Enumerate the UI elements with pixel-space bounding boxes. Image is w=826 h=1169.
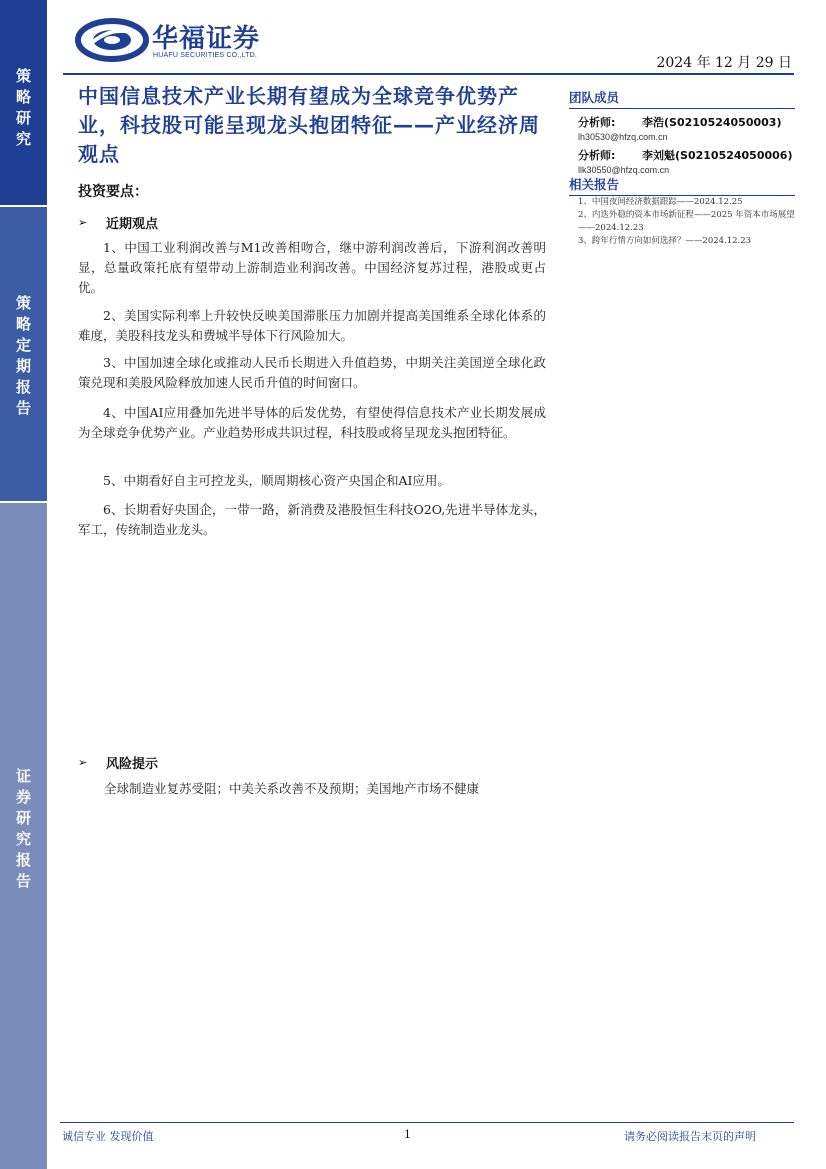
analyst-row xyxy=(578,114,795,130)
footer-divider xyxy=(60,1122,794,1123)
analyst-role: 分析师: xyxy=(578,116,616,129)
analyst-row xyxy=(578,147,795,163)
section-heading-text: 风险提示 xyxy=(106,757,159,772)
section-heading-text: 近期观点 xyxy=(106,217,159,232)
view-paragraph-3: 3、中国加速全球化或推动人民币长期进入升值趋势，中期关注美国逆全球化政策兑现和美股风险释放加速人民币升值的时间窗口。 xyxy=(78,355,546,390)
left-sidebar xyxy=(0,0,47,1169)
arrow-bullet-icon: ➢ xyxy=(78,216,88,229)
section-recent-views-heading xyxy=(78,213,158,232)
view-paragraph-6: 6、长期看好央国企，一带一路，新消费及港股恒生科技O2O,先进半导体龙头，军工，传统制造业龙头。 xyxy=(78,502,546,537)
header-divider xyxy=(63,73,794,75)
report-title: 中国信息技术产业长期有望成为全球竞争优势产业，科技股可能呈现龙头抱团特征——产业经济周观点 xyxy=(78,84,540,166)
sidebar-char: 策 xyxy=(15,294,31,312)
section-risk-heading xyxy=(78,753,158,772)
sidebar-char: 告 xyxy=(15,872,31,890)
footer-slogan: 诚信专业 发现价值 xyxy=(62,1130,154,1143)
view-paragraph-1: 1、中国工业利润改善与M1改善相吻合，继中游利润改善后，下游利润改善明显，总量政策托底有望带动上游制造业利润改善。中国经济复苏过程，港股或更占优。 xyxy=(78,240,546,295)
page-number: 1 xyxy=(404,1128,411,1141)
report-date: 2024 年 12 月 29 日 xyxy=(656,55,792,71)
analyst-email[interactable]: lh30530@hfzq.com.cn xyxy=(578,132,668,142)
sidebar-char: 报 xyxy=(15,851,31,869)
related-report-item[interactable]: 1、中国夜间经济数据跟踪——2024.12.25 xyxy=(578,197,743,207)
sidebar-char: 策 xyxy=(15,67,31,85)
arrow-bullet-icon: ➢ xyxy=(78,756,88,769)
sidebar-char: 研 xyxy=(15,109,31,127)
analyst-email[interactable]: llk30550@hfzq.com.cn xyxy=(578,165,670,175)
sidebar-char: 期 xyxy=(15,357,31,375)
related-report-item[interactable]: 2、内迭外稳的资本市场新征程——2025 年资本市场展望——2024.12.23 xyxy=(578,210,795,233)
sidebar-securities-report xyxy=(0,503,47,1169)
related-reports-box xyxy=(569,175,795,248)
sidebar-char: 报 xyxy=(15,378,31,396)
view-paragraph-2: 2、美国实际利率上升较快反映美国滞胀压力加剧并提高美国维系全球化体系的难度，美股科技龙头和费城半导体下行风险加大。 xyxy=(78,308,546,343)
sidebar-char: 券 xyxy=(15,788,31,806)
sidebar-char: 证 xyxy=(15,767,31,785)
analyst-role: 分析师: xyxy=(578,149,616,162)
logo-text-en: HUAFU SECURITIES CO.,LTD. xyxy=(153,52,258,59)
sidebar-char: 略 xyxy=(15,315,31,333)
team-members-box xyxy=(569,88,795,175)
sidebar-char: 略 xyxy=(15,88,31,106)
related-heading: 相关报告 xyxy=(569,175,795,196)
investment-highlights-heading: 投资要点： xyxy=(78,184,148,200)
analyst-name: 李刘魁(S0210524050006) xyxy=(642,149,793,162)
sidebar-char: 告 xyxy=(15,399,31,417)
view-paragraph-5: 5、中期看好自主可控龙头，顺周期核心资产央国企和AI应用。 xyxy=(103,473,450,488)
logo-text-cn: 华福证券 xyxy=(152,24,261,54)
view-paragraph-4: 4、中国AI应用叠加先进半导体的后发优势，有望使得信息技术产业长期发展成为全球竞争优势产业。产业趋势形成共识过程，科技股或将呈现龙头抱团特征。 xyxy=(78,405,546,440)
analyst-name: 李浩(S0210524050003) xyxy=(642,116,782,129)
sidebar-char: 究 xyxy=(15,830,31,848)
related-report-item[interactable]: 3、跨年行情方向如何选择？——2024.12.23 xyxy=(578,236,752,246)
sidebar-strategy-research xyxy=(0,0,47,205)
team-heading: 团队成员 xyxy=(569,88,795,109)
risk-paragraph: 全球制造业复苏受阻；中美关系改善不及预期；美国地产市场不健康 xyxy=(104,781,480,796)
sidebar-char: 究 xyxy=(15,130,31,148)
sidebar-periodic-report xyxy=(0,207,47,501)
sidebar-char: 研 xyxy=(15,809,31,827)
sidebar-char: 定 xyxy=(15,336,31,354)
footer-disclaimer: 请务必阅读报告末页的声明 xyxy=(624,1130,756,1143)
